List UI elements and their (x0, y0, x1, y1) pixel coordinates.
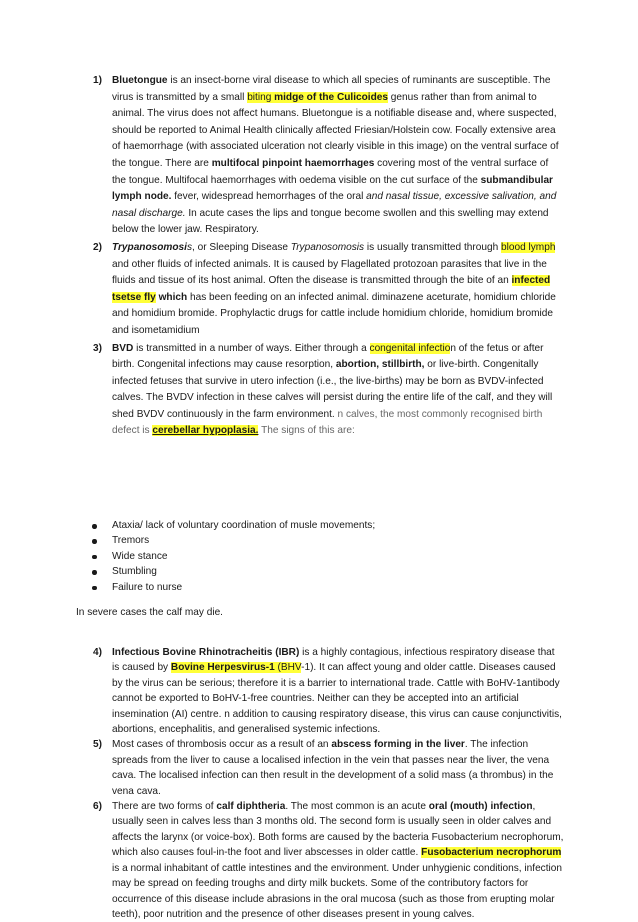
text-run: n of the fetus or after birth. Congenital infections may cause resorption, (112, 342, 544, 371)
text-run: . The most common is an acute (285, 801, 429, 813)
bullet-text: Failure to nurse (112, 581, 183, 593)
text-run: -1). It can affect young and older cattle. Diseases caused by the virus can be serious; therefore it is a barrier to international trade. Cattle with BoHV-1antibody cannot be exported to BoHV-1-free countries. Neither can they be accepted into an artificial insemination (AI) centre. n addition to causing respiratory disease, this virus can cause conjunctivitis, abortions, encephalitis, and generalised systemic infections. (112, 662, 562, 736)
text-run: Most cases of thrombosis occur as a result of an (112, 739, 332, 751)
text-run: In acute cases the lips and tongue become swollen and this swelling may extend below the lower jaw. Respiratory. (112, 207, 549, 236)
text-run: n calves, the most commonly recognised birth defect is (112, 408, 543, 437)
text-run: . The infection spreads from the liver to cause a localised infection in the vein that passes near the liver, the vena cava. The localised infection can then result in the development of a solid mass (a thrombus) in the vena cava. (112, 739, 554, 797)
text-run: fever, widespread hemorrhages of the oral (171, 191, 367, 203)
bullet-text: Tremors (112, 535, 150, 547)
text-run: calf diphtheria (216, 801, 286, 813)
bullet-dot-icon (92, 524, 97, 529)
list-item-bvd (0, 341, 638, 441)
text-run: midge of the Culicoides (274, 91, 388, 103)
item-number: 6) (93, 801, 102, 813)
text-run: covering most of the ventral surface of the tongue. Multifocal haemorrhages with oedema visible on the cut surface of the (112, 157, 549, 186)
text-run: is a highly contagious, infectious respiratory disease that is caused by (112, 647, 555, 674)
severe-cases-paragraph: In severe cases the calf may die. (76, 607, 223, 618)
item-text (112, 799, 564, 922)
text-run: Trypanosomosi (112, 241, 187, 253)
bullet-list-signs (0, 518, 638, 595)
list-item-bluetongue (0, 73, 638, 239)
bullet-dot-icon (92, 570, 97, 575)
text-run: submandibular lymph node. (112, 174, 553, 203)
text-run: congenital infectio (369, 342, 451, 354)
text-run: is usually transmitted through (364, 241, 501, 253)
text-run: BVD (112, 342, 134, 354)
text-run: has been feeding on an infected animal. diminazene aceturate, homidium chloride and homidium bromide. Prophylactic drugs for cattle include homidium chloride, homidium bromide and isometamidium (112, 291, 556, 336)
list-item-ibr (0, 645, 638, 737)
text-run: oral (mouth) infection (428, 801, 533, 813)
text-run: is transmitted in a number of ways. Either through a (133, 342, 370, 354)
text-run: Bovine Herpesvirus-1 (170, 662, 275, 674)
text-run: blood lymph (501, 241, 556, 253)
list-item-thrombosis (0, 737, 638, 799)
text-run: abortion, stillbirth, (335, 359, 425, 371)
bullet-item (0, 580, 638, 595)
text-run: Trypanosomosis (290, 241, 365, 253)
bullet-text: Ataxia/ lack of voluntary coordination of musle movements; (112, 520, 376, 531)
text-run: cerebellar hypoplasia. (152, 425, 259, 437)
item-text (112, 645, 564, 737)
text-run: which (155, 291, 188, 303)
text-run: , or Sleeping Disease (192, 241, 291, 253)
item-text (112, 240, 564, 340)
text-run: and other fluids of infected animals. It is caused by Flagellated protozoan parasites that live in the fluids and tissue of its host animal. Often the disease is transmitted through the bite of an (112, 258, 547, 287)
item-number: 2) (93, 241, 102, 253)
item-text (112, 341, 564, 441)
text-run: s (186, 241, 193, 253)
list-item-trypanosomosis (0, 240, 638, 340)
text-run: or live-birth. Congenitally infected fetuses that survive in utero infection (i.e., the live-births) may be born as BVDV-infected calves. The BVDV infection in these calves will persist during the entire life of the calf, and they will shed BVDV continuously in the farm environment. (112, 359, 553, 420)
text-run: genus rather than from animal to animal. The virus does not affect humans. Bluetongue is a notifiable disease and, where suspected, should be reported to Animal Health clinically affected Friesian/Holstein cow. Focally extensive area of haemorrhage (with associated ulceration not clearly visible in this image) on the ventral surface of the tongue. There are (112, 91, 559, 169)
text-run: abscess forming in the liver (331, 739, 465, 751)
bullet-item (0, 518, 638, 533)
bullet-text: Wide stance (112, 550, 168, 562)
text-run: is an insect-borne viral disease to which all species of ruminants are susceptible. The virus is transmitted by a small (112, 75, 551, 103)
item-number: 3) (93, 342, 102, 354)
item-number: 1) (93, 75, 102, 86)
text-run: multifocal pinpoint haemorrhages (211, 157, 375, 169)
text-run: There are two forms of (112, 801, 217, 813)
item-text (112, 737, 564, 799)
bullet-item (0, 564, 638, 579)
bullet-text: Stumbling (112, 566, 157, 578)
text-run: Infectious Bovine Rhinotracheitis (IBR) (112, 647, 300, 658)
text-run: Fusobacterium necrophorum (421, 847, 562, 859)
bullet-dot-icon (92, 539, 97, 544)
text-run: infected tsetse fly (112, 275, 551, 303)
text-run: The signs of this are: (258, 425, 355, 437)
bullet-dot-icon (92, 586, 97, 591)
bullet-item (0, 549, 638, 564)
text-run: and nasal tissue, excessive salivation, and nasal discharge. (112, 191, 557, 219)
list-item-calf-diphtheria (0, 799, 638, 922)
bullet-dot-icon (92, 555, 97, 560)
numbered-list-top (0, 73, 638, 440)
text-run: Bluetongue (112, 75, 168, 86)
text-run: , usually seen in calves less than 3 months old. The second form is usually seen in older calves and affects the larynx (or voice-box). Both forms are caused by the bacteria Fusobacterium necrophorum, which also causes foul-in-the foot and liver abscesses in older cattle. (112, 801, 564, 859)
text-run: (BHV (274, 662, 302, 674)
text-run: is a normal inhabitant of cattle intestines and the environment. Under unhygienic conditions, infection may be spread on feeding troughs and dirty milk buckets. Some of the contributory factors for occurrence of this disease include abrasions in the oral mucosa (such as those from erupting molar teeth), poor nutrition and the presence of other diseases present in young calves. (112, 862, 562, 920)
text-run: biting (247, 91, 272, 103)
bullet-item (0, 533, 638, 548)
item-number: 4) (93, 647, 102, 658)
item-text (112, 73, 564, 239)
numbered-list-bottom (0, 645, 638, 922)
item-number: 5) (93, 739, 102, 751)
